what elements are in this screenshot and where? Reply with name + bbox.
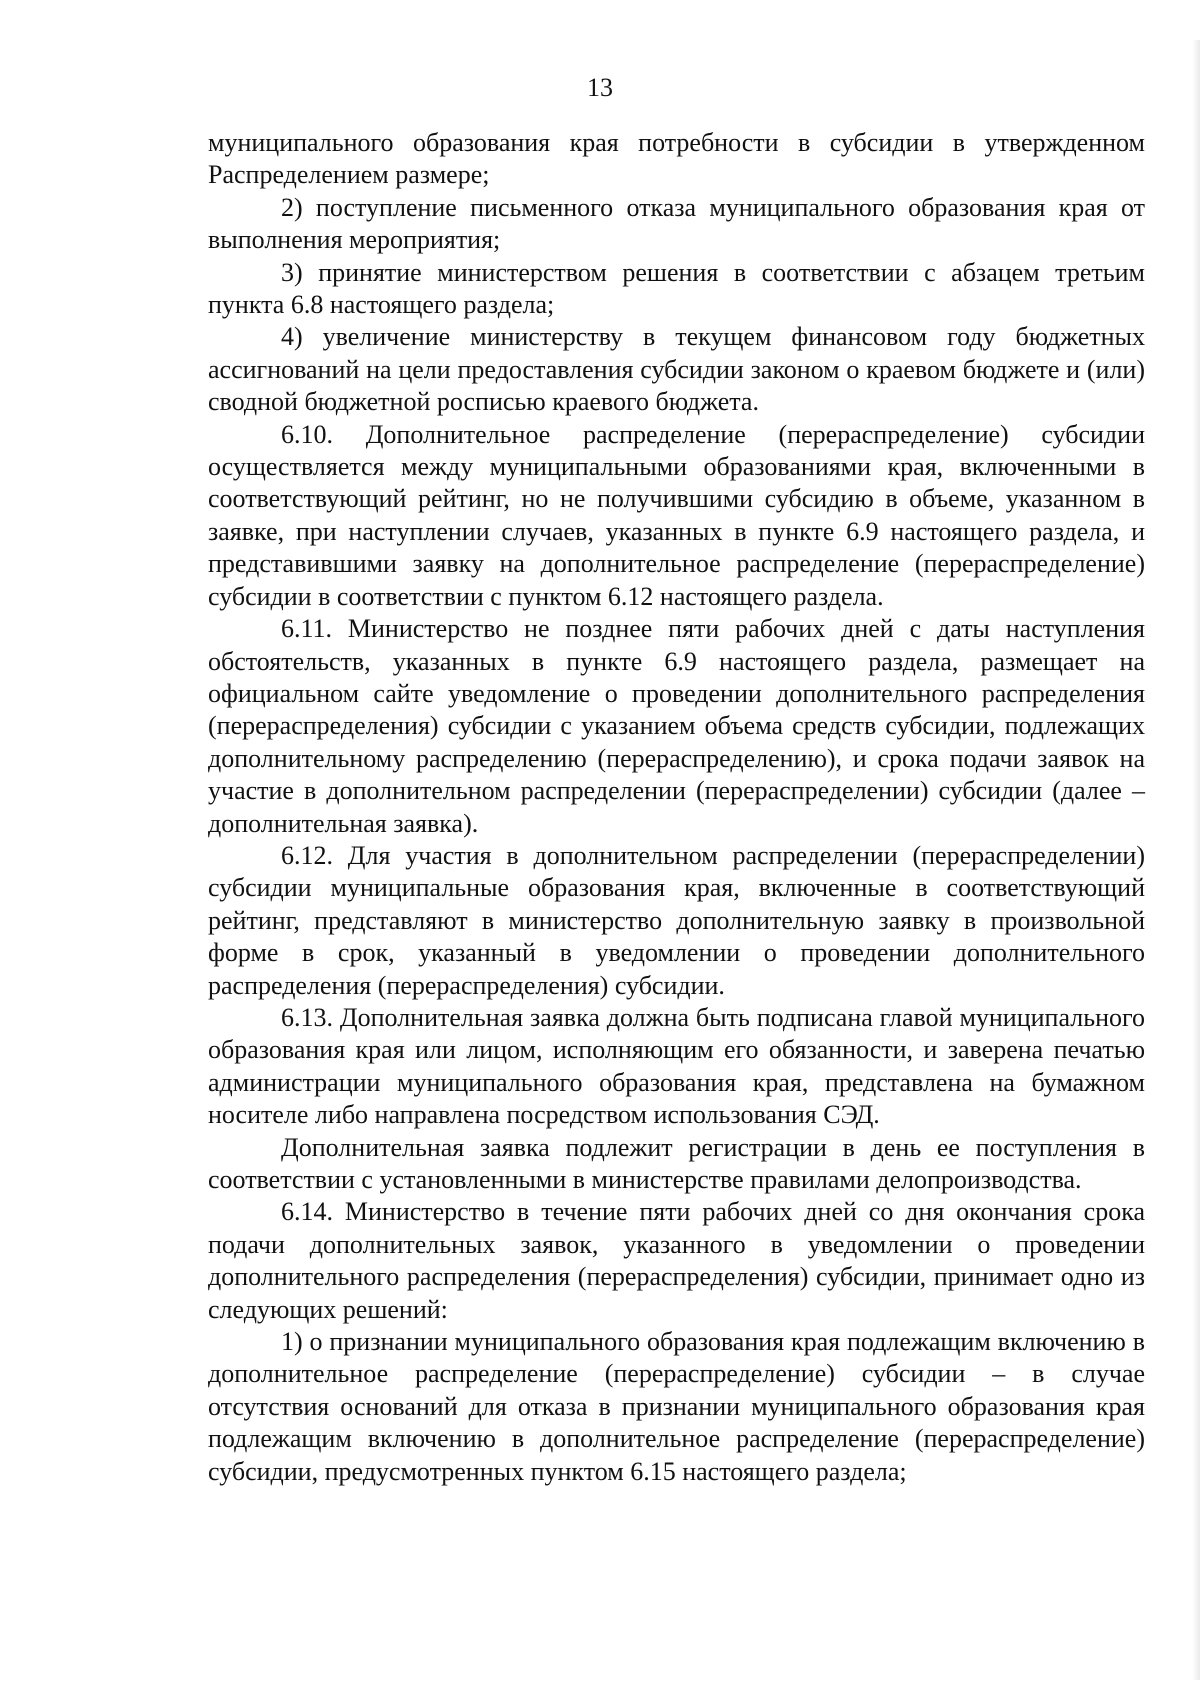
- list-item-2: 2) поступление письменного отказа муниципального образования края от выполнения мероприятия;: [208, 192, 1145, 255]
- clause-6-13: 6.13. Дополнительная заявка должна быть подписана главой муниципального образования края или лицом, исполняющим его обязанности, и заверена печатью администрации муниципального образования края, представлена на бумажном носителе либо направлена посредством использования СЭД.: [208, 1002, 1145, 1130]
- clause-6-14: 6.14. Министерство в течение пяти рабочих дней со дня окончания срока подачи дополнительных заявок, указанного в уведомлении о проведении дополнительного распределения (перераспределения) субсидии, принимает одно из следующих решений:: [208, 1197, 1145, 1324]
- scan-edge-shadow: [1192, 40, 1200, 1680]
- list-item-4: 4) увеличение министерству в текущем финансовом году бюджетных ассигнований на цели предоставления субсидии законом о краевом бюджете и (или) сводной бюджетной росписью краевого бюджета.: [208, 322, 1145, 417]
- page-number: 13: [587, 73, 613, 102]
- document-body: [208, 127, 1145, 1488]
- clause-6-12: 6.12. Для участия в дополнительном распределении (перераспределении) субсидии муниципальные образования края, включенные в соответствующий рейтинг, представляют в министерство дополнительную заявку в произвольной форме в срок, указанный в уведомлении о проведении дополнительного распределения (перераспределения) субсидии.: [208, 840, 1145, 1000]
- list-item-3: 3) принятие министерством решения в соответствии с абзацем третьим пункта 6.8 настоящего раздела;: [208, 257, 1145, 320]
- clause-6-11: 6.11. Министерство не позднее пяти рабочих дней с даты наступления обстоятельств, указанных в пункте 6.9 настоящего раздела, размещает на официальном сайте уведомление о проведении дополнительного распределения (перераспределения) субсидии с указанием объема средств субсидии, подлежащих дополнительному распределению (перераспределению), и срока подачи заявок на участие в дополнительном распределении (перераспределении) субсидии (далее – дополнительная заявка).: [208, 614, 1145, 838]
- clause-6-10: 6.10. Дополнительное распределение (перераспределение) субсидии осуществляется между муниципальными образованиями края, включенными в соответствующий рейтинг, но не получившими субсидию в объеме, указанном в заявке, при наступлении случаев, указанных в пункте 6.9 настоящего раздела, и представившими заявку на дополнительное распределение (перераспределение) субсидии в соответствии с пунктом 6.12 настоящего раздела.: [208, 419, 1145, 611]
- paragraph-continuation: муниципального образования края потребности в субсидии в утвержденном Распределением размере;: [208, 128, 1145, 190]
- clause-6-13-registration: Дополнительная заявка подлежит регистрации в день ее поступления в соответствии с установленными в министерстве правилами делопроизводства.: [208, 1132, 1145, 1194]
- clause-6-14-item-1: 1) о признании муниципального образования края подлежащим включению в дополнительное распределение (перераспределение) субсидии – в случае отсутствия оснований для отказа в признании муниципального образования края подлежащим включению в дополнительное распределение (перераспределение) субсидии, предусмотренных пунктом 6.15 настоящего раздела;: [208, 1327, 1145, 1486]
